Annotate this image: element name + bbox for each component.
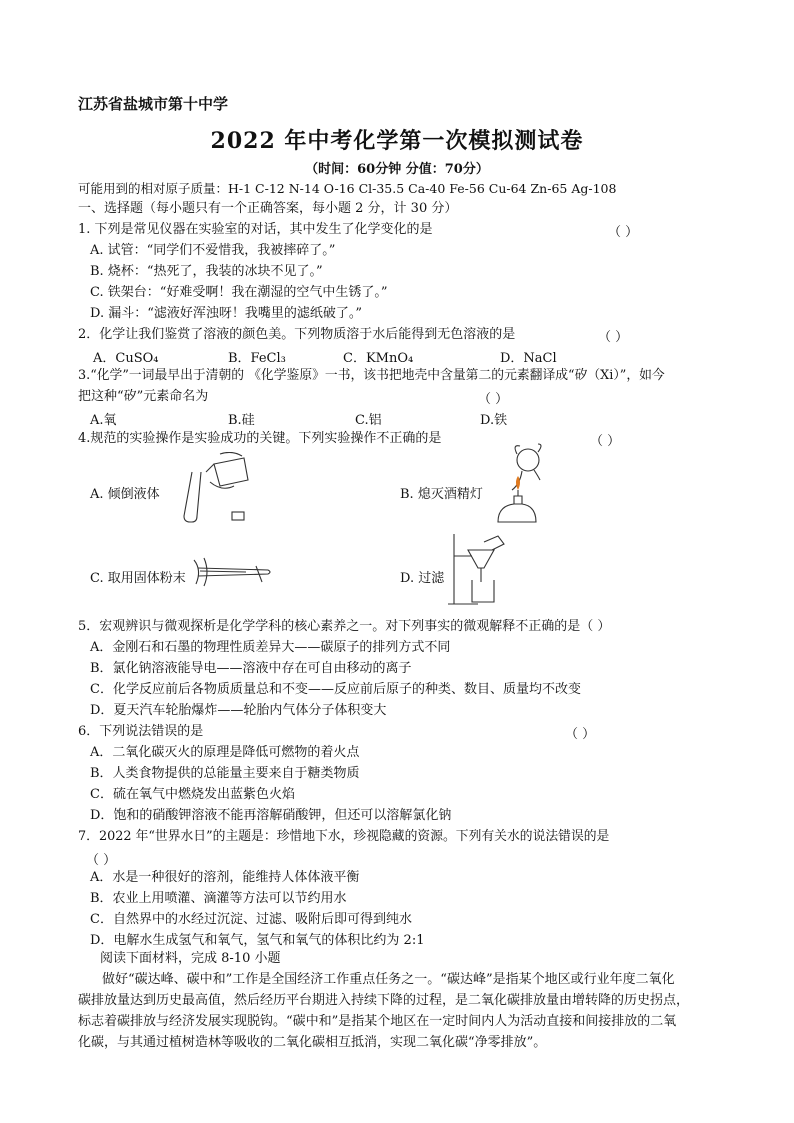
q3-stem-line1: 3.“化学”一词最早出于清朝的 《化学鉴原》一书，该书把地壳中含量第二的元素翻译成“矽（Xi）”，如今	[78, 368, 665, 383]
reading-intro: 阅读下面材料，完成 8-10 小题	[100, 951, 281, 966]
q1-option-b: B. 烧杯：“热死了，我装的冰块不见了。”	[90, 264, 323, 279]
q1-option-d: D. 漏斗：“滤液好浑浊呀！我嘴里的滤纸破了。”	[90, 306, 363, 321]
q1-stem: 1. 下列是常见仪器在实验室的对话，其中发生了化学变化的是	[78, 222, 433, 237]
q3-option-d: D.铁	[480, 413, 508, 428]
q4-option-c-label: C. 取用固体粉末	[90, 571, 186, 586]
q5-option-b: B．氯化钠溶液能导电——溶液中存在可自由移动的离子	[90, 661, 412, 676]
reading-paragraph-line2: 碳排放量达到历史最高值，然后经历平台期进入持续下降的过程，是二氧化碳排放量由增转降的历史拐点，	[78, 993, 690, 1008]
extinguish-lamp-figure	[484, 440, 574, 526]
q4-option-b-label: B. 熄灭酒精灯	[400, 487, 483, 502]
q5-option-c: C．化学反应前后各物质质量总和不变——反应前后原子的种类、数目、质量均不改变	[90, 682, 581, 697]
q7-option-d: D．电解水生成氢气和氧气，氢气和氧气的体积比约为 2:1	[90, 933, 425, 948]
q2-option-a: A．CuSO₄	[93, 351, 159, 366]
q5-stem: 5．宏观辨识与微观探析是化学学科的核心素养之一。对下列事实的微观解释不正确的是（ ）	[78, 619, 611, 634]
q4-answer-paren: （ ）	[590, 434, 621, 449]
q7-option-c: C．自然界中的水经过沉淀、过滤、吸附后即可得到纯水	[90, 912, 412, 927]
q6-option-c: C．硫在氧气中燃烧发出蓝紫色火焰	[90, 787, 295, 802]
q6-option-b: B．人类食物提供的总能量主要来自于糖类物质	[90, 766, 360, 781]
q1-option-c: C. 铁架台：“好难受啊！我在潮湿的空气中生锈了。”	[90, 285, 388, 300]
reading-paragraph-line1: 做好“碳达峰、碳中和”工作是全国经济工作重点任务之一。“碳达峰”是指某个地区或行业年度二氧化	[102, 972, 675, 987]
q4-option-a-label: A. 倾倒液体	[90, 487, 160, 502]
q6-stem: 6．下列说法错误的是	[78, 724, 204, 739]
q5-option-a: A．金刚石和石墨的物理性质差异大——碳原子的排列方式不同	[90, 640, 451, 655]
q3-answer-paren: （ ）	[478, 392, 509, 407]
reading-paragraph-line4: 化碳，与其通过植树造林等吸收的二氧化碳相互抵消，实现二氧化碳“净零排放”。	[78, 1035, 547, 1050]
q2-option-b: B．FeCl₃	[228, 351, 286, 366]
q7-option-a: A．水是一种很好的溶剂，能维持人体体液平衡	[90, 870, 360, 885]
q6-answer-paren: （ ）	[565, 727, 596, 742]
q4-option-d-label: D. 过滤	[400, 571, 445, 586]
q2-answer-paren: （ ）	[598, 330, 629, 345]
q6-option-d: D．饱和的硝酸钾溶液不能再溶解硝酸钾，但还可以溶解氯化钠	[90, 808, 452, 823]
q3-option-a: A.氧	[90, 413, 117, 428]
q1-answer-paren: （ ）	[608, 225, 639, 240]
q7-answer-paren: （ ）	[86, 853, 117, 868]
q3-stem-line2: 把这种“矽”元素命名为	[78, 389, 209, 404]
filtration-figure	[448, 532, 510, 608]
q3-option-b: B.硅	[228, 413, 255, 428]
q2-option-c: C．KMnO₄	[343, 351, 414, 366]
exam-title: 2022 年中考化学第一次模拟测试卷	[210, 128, 584, 154]
reading-paragraph-line3: 标志着碳排放与经济发展实现脱钩。“碳中和”是指某个地区在一定时间内人为活动直接和间接排放的二氧	[78, 1014, 677, 1029]
q6-option-a: A．二氧化碳灭火的原理是降低可燃物的着火点	[90, 745, 360, 760]
q5-option-d: D．夏天汽车轮胎爆炸——轮胎内气体分子体积变大	[90, 703, 387, 718]
powder-tube-figure	[190, 554, 274, 588]
q2-option-d: D．NaCl	[500, 351, 557, 366]
pour-liquid-figure	[170, 452, 255, 530]
q3-option-c: C.铝	[355, 413, 382, 428]
q4-stem: 4.规范的实验操作是实验成功的关键。下列实验操作不正确的是	[78, 431, 442, 446]
exam-subtitle: （时间：60分钟 分值：70分）	[305, 162, 489, 177]
q7-stem: 7．2022 年“世界水日”的主题是：珍惜地下水，珍视隐藏的资源。下列有关水的说法错误的是	[78, 829, 610, 844]
atomic-masses: 可能用到的相对原子质量：H-1 C-12 N-14 O-16 Cl-35.5 Ca-40 Fe-56 Cu-64 Zn-65 Ag-108	[78, 181, 617, 196]
q1-option-a: A. 试管：“同学们不爱惜我，我被摔碎了。”	[90, 243, 336, 258]
section-heading: 一、选择题（每小题只有一个正确答案，每小题 2 分，计 30 分）	[78, 201, 458, 216]
q7-option-b: B．农业上用喷灌、滴灌等方法可以节约用水	[90, 891, 347, 906]
q2-stem: 2．化学让我们鉴赏了溶液的颜色美。下列物质溶于水后能得到无色溶液的是	[78, 327, 516, 342]
school-name: 江苏省盐城市第十中学	[78, 95, 229, 113]
